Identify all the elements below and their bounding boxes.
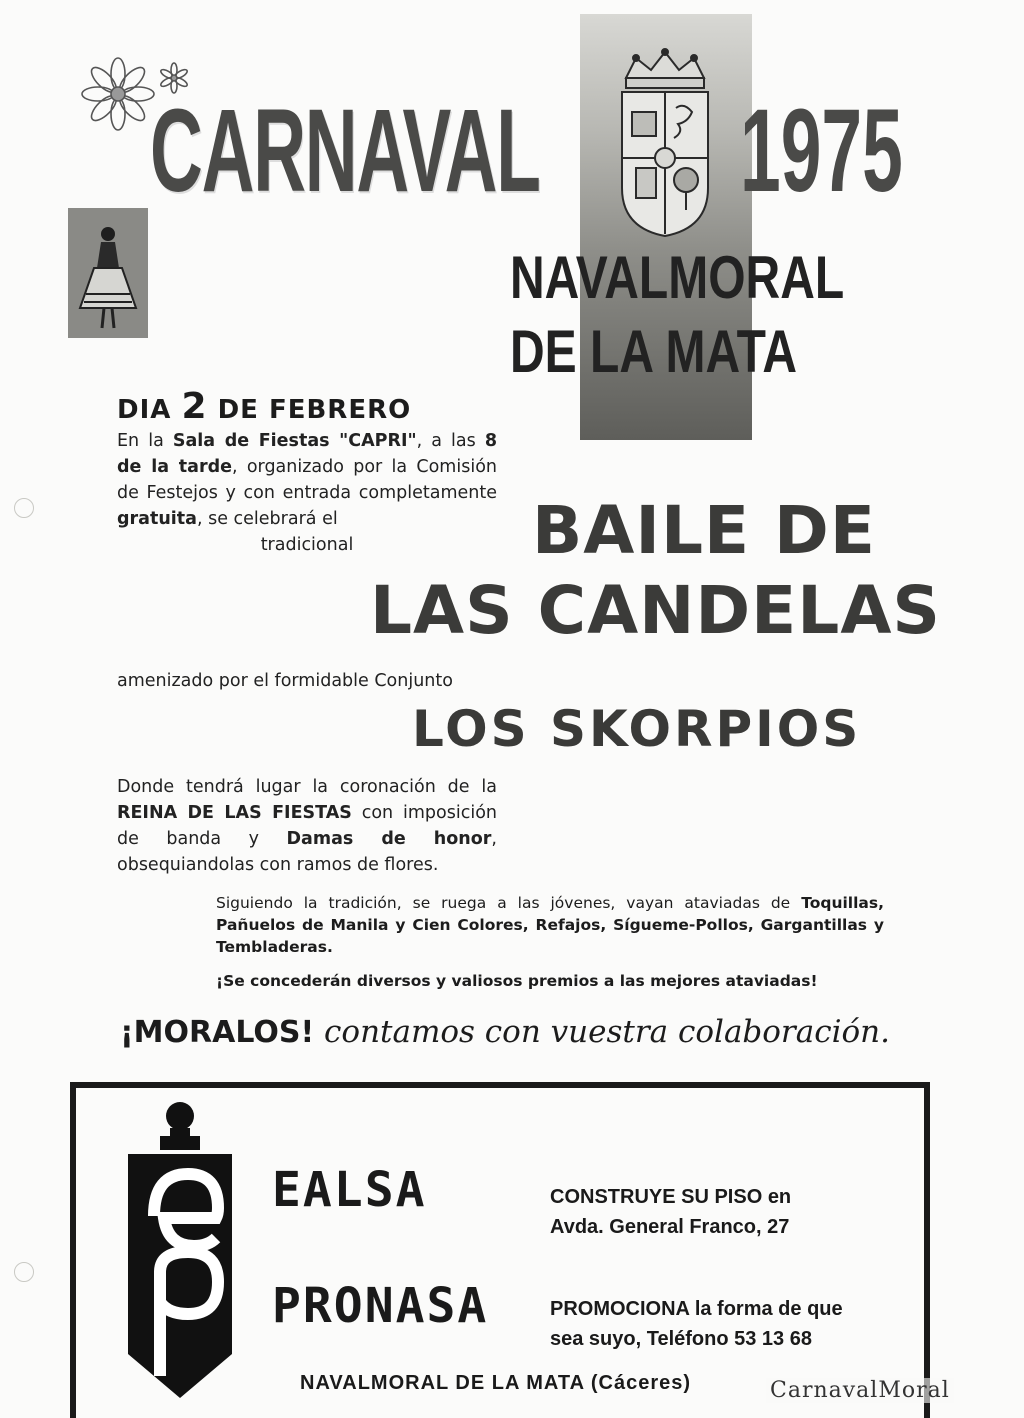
crown-text: con imposición de banda y [117,803,498,849]
ealsa-address: Avda. General Franco, 27 [550,1216,790,1238]
tradition-text: Siguiendo la tradición, se ruega a las jóvenes, vayan ataviadas de [216,894,802,912]
intro-text: En la [117,431,173,451]
pronasa-phone: sea suyo, Teléfono 53 13 68 [550,1328,812,1350]
crown-text: , obsequiandolas con ramos de flores. [117,829,497,875]
page-title: CARNAVAL [150,85,540,217]
date-month: DE FEBRERO [217,395,412,425]
date-day: 2 [181,386,208,427]
punch-hole [14,1262,34,1282]
traditional-dress-photo [68,208,148,338]
band-name: LOS SKORPIOS [412,700,862,758]
venue-name: "CAPRI" [329,431,417,451]
call-to-action [120,1014,910,1050]
brand-pronasa: PRONASA [272,1278,489,1334]
prizes-note: ¡Se concederán diversos y valiosos premios a las mejores ataviadas! [216,972,818,990]
queen-title: REINA DE LAS FIESTAS [117,803,352,823]
entry-free: gratuita [117,509,197,529]
brand-ealsa: EALSA [272,1162,427,1218]
ladies-of-honor: Damas de honor [286,829,492,849]
venue-label: Sala de Fiestas [172,431,330,451]
coronation-paragraph [117,774,497,878]
event-time: 8 de la tarde [117,431,497,477]
ealsa-slogan [550,1182,791,1242]
crown-text: Donde tendrá lugar la coronación de la [117,777,497,797]
tradition-paragraph [216,892,884,958]
costume-items: Toquillas, Pañuelos de Manila y Cien Colores, Refajos, Sígueme-Pollos, Gargantillas y Tembladeras. [216,894,884,956]
coat-of-arms-icon [606,48,724,238]
date-prefix: DIA [117,395,172,425]
advert-footer: NAVALMORAL DE LA MATA (Cáceres) [300,1372,692,1394]
town-name-line2: DE LA MATA [510,318,798,385]
ealsa-logo-icon [124,1096,236,1400]
call-bold: ¡MORALOS! [120,1015,315,1050]
event-title-line1: BAILE DE [532,492,876,569]
pronasa-slogan-line1: PROMOCIONA la forma de que [550,1298,843,1320]
intro-text: , a las [416,431,485,451]
ealsa-slogan-line1: CONSTRUYE SU PISO en [550,1186,792,1208]
watermark: CarnavalMoral [766,1378,954,1403]
event-title-line2: LAS CANDELAS [370,572,941,649]
punch-hole [14,498,34,518]
intro-text: , organizado por la Comisión de Festejos y con entrada completamente [117,457,497,503]
event-date [117,386,411,427]
call-text: contamos con vuestra colaboración. [314,1014,890,1050]
intro-text: , se celebrará el [196,509,338,529]
title-year: 1975 [740,85,903,217]
pronasa-slogan [550,1294,843,1354]
intro-last-word: tradicional [260,535,354,555]
town-name-line1: NAVALMORAL [510,244,845,311]
music-intro: amenizado por el formidable Conjunto [117,671,453,691]
intro-paragraph [117,428,497,558]
